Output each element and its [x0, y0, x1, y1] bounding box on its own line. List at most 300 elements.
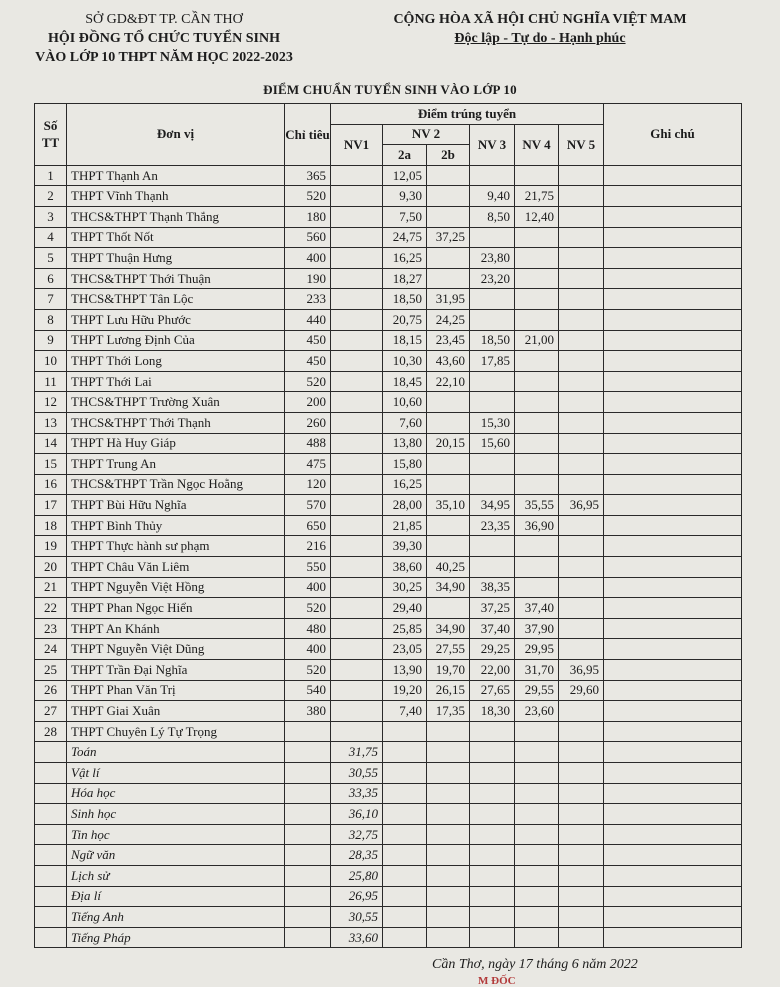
subject-empty-cell [515, 865, 559, 886]
row-unit: THPT Nguyễn Việt Dũng [67, 639, 285, 660]
table-row [35, 557, 742, 578]
row-nv1 [331, 330, 383, 351]
subject-empty-cell [383, 845, 427, 866]
subject-empty-cell [559, 763, 604, 784]
school-rows [35, 165, 742, 742]
row-note [604, 433, 742, 454]
row-nv3: 37,25 [470, 598, 515, 619]
row-stt: 17 [35, 495, 67, 516]
subject-quota [285, 742, 331, 763]
row-nv2b [427, 598, 470, 619]
table-row [35, 227, 742, 248]
row-unit: THPT Trung An [67, 454, 285, 475]
row-nv2a: 18,45 [383, 371, 427, 392]
subject-nv1: 30,55 [331, 907, 383, 928]
subject-row [35, 804, 742, 825]
row-quota: 365 [285, 165, 331, 186]
row-nv5 [559, 309, 604, 330]
subject-row [35, 845, 742, 866]
table-row [35, 309, 742, 330]
row-nv3: 23,35 [470, 515, 515, 536]
row-unit: THCS&THPT Trần Ngọc Hoằng [67, 474, 285, 495]
table-row [35, 206, 742, 227]
row-nv4 [515, 454, 559, 475]
row-stt: 12 [35, 392, 67, 413]
row-nv2b: 31,95 [427, 289, 470, 310]
subject-empty-cell [427, 845, 470, 866]
row-nv1 [331, 289, 383, 310]
row-nv3 [470, 474, 515, 495]
subject-empty-cell [604, 804, 742, 825]
row-quota: 475 [285, 454, 331, 475]
subject-row [35, 865, 742, 886]
row-nv3: 15,30 [470, 412, 515, 433]
row-nv2a: 7,50 [383, 206, 427, 227]
row-unit: THPT Hà Huy Giáp [67, 433, 285, 454]
row-quota: 480 [285, 618, 331, 639]
row-note [604, 371, 742, 392]
subject-name: Tiếng Anh [67, 907, 285, 928]
subject-name: Ngữ văn [67, 845, 285, 866]
row-note [604, 309, 742, 330]
row-quota: 200 [285, 392, 331, 413]
subject-empty-cell [470, 742, 515, 763]
row-quota: 650 [285, 515, 331, 536]
row-unit: THPT Phan Văn Trị [67, 680, 285, 701]
row-nv5 [559, 351, 604, 372]
row-unit: THPT Bùi Hữu Nghĩa [67, 495, 285, 516]
row-note [604, 330, 742, 351]
subject-stt-empty [35, 804, 67, 825]
subject-empty-cell [604, 742, 742, 763]
table-row [35, 639, 742, 660]
row-note [604, 536, 742, 557]
row-nv3: 23,80 [470, 248, 515, 269]
subject-empty-cell [427, 865, 470, 886]
subject-quota [285, 907, 331, 928]
row-unit: THPT Thới Lai [67, 371, 285, 392]
row-nv2a: 15,80 [383, 454, 427, 475]
table-row [35, 268, 742, 289]
row-nv3 [470, 721, 515, 742]
row-nv1 [331, 227, 383, 248]
row-stt: 21 [35, 577, 67, 598]
table-row [35, 474, 742, 495]
row-nv2b: 35,10 [427, 495, 470, 516]
signature-stamp-partial: M ĐỐC [478, 975, 516, 987]
subject-empty-cell [383, 865, 427, 886]
row-nv4 [515, 557, 559, 578]
row-unit: THCS&THPT Thới Thạnh [67, 412, 285, 433]
row-stt: 9 [35, 330, 67, 351]
row-stt: 2 [35, 186, 67, 207]
row-nv4 [515, 351, 559, 372]
subject-empty-cell [515, 824, 559, 845]
col-header-nv4: NV 4 [515, 124, 559, 165]
row-nv4 [515, 721, 559, 742]
subject-quota [285, 886, 331, 907]
subject-nv1: 30,55 [331, 763, 383, 784]
row-nv2b [427, 412, 470, 433]
row-stt: 15 [35, 454, 67, 475]
row-stt: 8 [35, 309, 67, 330]
row-nv3: 34,95 [470, 495, 515, 516]
col-header-scores: Điểm trúng tuyển [331, 104, 604, 125]
table-row [35, 412, 742, 433]
document-title: ĐIỂM CHUẨN TUYỂN SINH VÀO LỚP 10 [263, 82, 517, 97]
row-stt: 5 [35, 248, 67, 269]
row-quota [285, 721, 331, 742]
subject-empty-cell [604, 763, 742, 784]
row-nv2a: 9,30 [383, 186, 427, 207]
row-nv1 [331, 639, 383, 660]
subject-empty-cell [604, 865, 742, 886]
subject-empty-cell [383, 907, 427, 928]
row-quota: 520 [285, 371, 331, 392]
table-row [35, 330, 742, 351]
row-stt: 18 [35, 515, 67, 536]
row-nv2a: 28,00 [383, 495, 427, 516]
row-quota: 400 [285, 577, 331, 598]
table-row [35, 701, 742, 722]
subject-nv1: 26,95 [331, 886, 383, 907]
row-quota: 570 [285, 495, 331, 516]
row-nv2b: 22,10 [427, 371, 470, 392]
row-note [604, 454, 742, 475]
row-nv1 [331, 186, 383, 207]
table-row [35, 186, 742, 207]
subject-empty-cell [470, 927, 515, 948]
row-stt: 27 [35, 701, 67, 722]
row-nv2b: 20,15 [427, 433, 470, 454]
row-note [604, 557, 742, 578]
row-note [604, 660, 742, 681]
row-unit: THPT Thốt Nốt [67, 227, 285, 248]
row-nv2b [427, 536, 470, 557]
row-quota: 520 [285, 598, 331, 619]
subject-empty-cell [470, 907, 515, 928]
row-stt: 13 [35, 412, 67, 433]
row-nv1 [331, 412, 383, 433]
row-nv2a: 13,90 [383, 660, 427, 681]
table-row [35, 289, 742, 310]
row-stt: 11 [35, 371, 67, 392]
subject-row [35, 763, 742, 784]
national-header [360, 10, 720, 48]
subject-empty-cell [515, 742, 559, 763]
row-nv1 [331, 309, 383, 330]
table-row [35, 454, 742, 475]
row-nv3: 29,25 [470, 639, 515, 660]
table-row [35, 433, 742, 454]
subject-empty-cell [470, 804, 515, 825]
subject-empty-cell [427, 742, 470, 763]
row-unit: THPT Thạnh An [67, 165, 285, 186]
table-row [35, 721, 742, 742]
subject-row [35, 907, 742, 928]
subject-empty-cell [515, 927, 559, 948]
row-nv2b: 17,35 [427, 701, 470, 722]
col-header-unit: Đơn vị [67, 104, 285, 166]
row-note [604, 495, 742, 516]
col-header-nv3: NV 3 [470, 124, 515, 165]
subject-empty-cell [470, 763, 515, 784]
row-note [604, 639, 742, 660]
issuer-school-year: VÀO LỚP 10 THPT NĂM HỌC 2022-2023 [35, 50, 293, 65]
row-nv2a: 10,60 [383, 392, 427, 413]
row-stt: 3 [35, 206, 67, 227]
row-quota: 216 [285, 536, 331, 557]
subject-quota [285, 824, 331, 845]
row-nv1 [331, 536, 383, 557]
row-nv2a: 18,27 [383, 268, 427, 289]
col-header-quota: Chỉ tiêu [285, 104, 331, 166]
subject-empty-cell [470, 865, 515, 886]
row-nv1 [331, 515, 383, 536]
row-nv4: 29,95 [515, 639, 559, 660]
row-nv2b: 40,25 [427, 557, 470, 578]
row-nv4: 35,55 [515, 495, 559, 516]
issuer-council: HỘI ĐỒNG TỔ CHỨC TUYỂN SINH [48, 31, 280, 46]
subject-empty-cell [604, 907, 742, 928]
row-nv2b [427, 454, 470, 475]
row-nv1 [331, 474, 383, 495]
row-note [604, 392, 742, 413]
subject-empty-cell [470, 824, 515, 845]
row-nv5 [559, 330, 604, 351]
subject-empty-cell [604, 886, 742, 907]
row-nv1 [331, 433, 383, 454]
row-nv4 [515, 433, 559, 454]
row-nv2a: 10,30 [383, 351, 427, 372]
subject-nv1: 25,80 [331, 865, 383, 886]
row-unit: THPT Châu Văn Liêm [67, 557, 285, 578]
subject-quota [285, 865, 331, 886]
table-row [35, 598, 742, 619]
row-unit: THPT Lương Định Của [67, 330, 285, 351]
row-nv4 [515, 577, 559, 598]
table-row [35, 577, 742, 598]
row-nv2b [427, 721, 470, 742]
row-nv1 [331, 701, 383, 722]
row-stt: 6 [35, 268, 67, 289]
row-nv3: 27,65 [470, 680, 515, 701]
row-note [604, 227, 742, 248]
specialized-subject-rows [35, 742, 742, 948]
subject-stt-empty [35, 845, 67, 866]
row-nv5: 36,95 [559, 660, 604, 681]
subject-name: Tin học [67, 824, 285, 845]
subject-empty-cell [559, 783, 604, 804]
subject-name: Hóa học [67, 783, 285, 804]
table-row [35, 618, 742, 639]
row-nv3: 9,40 [470, 186, 515, 207]
subject-empty-cell [559, 742, 604, 763]
row-nv2b: 24,25 [427, 309, 470, 330]
row-nv2a: 13,80 [383, 433, 427, 454]
subject-empty-cell [515, 783, 559, 804]
row-quota: 520 [285, 186, 331, 207]
row-quota: 488 [285, 433, 331, 454]
subject-empty-cell [604, 845, 742, 866]
row-nv2a: 25,85 [383, 618, 427, 639]
row-nv3 [470, 392, 515, 413]
subject-quota [285, 804, 331, 825]
row-nv2a: 7,40 [383, 701, 427, 722]
row-nv5 [559, 721, 604, 742]
subject-stt-empty [35, 824, 67, 845]
row-nv2b: 43,60 [427, 351, 470, 372]
row-nv2a: 23,05 [383, 639, 427, 660]
row-stt: 14 [35, 433, 67, 454]
col-header-nv5: NV 5 [559, 124, 604, 165]
row-unit: THPT Thuận Hưng [67, 248, 285, 269]
row-stt: 1 [35, 165, 67, 186]
row-quota: 190 [285, 268, 331, 289]
row-nv2a: 21,85 [383, 515, 427, 536]
row-nv3 [470, 371, 515, 392]
row-nv5 [559, 618, 604, 639]
row-stt: 10 [35, 351, 67, 372]
row-unit: THPT An Khánh [67, 618, 285, 639]
row-nv5 [559, 392, 604, 413]
row-nv5 [559, 268, 604, 289]
row-nv2a [383, 721, 427, 742]
row-note [604, 289, 742, 310]
row-nv2b [427, 268, 470, 289]
subject-empty-cell [383, 804, 427, 825]
row-nv2b: 26,15 [427, 680, 470, 701]
row-nv5 [559, 454, 604, 475]
subject-empty-cell [515, 763, 559, 784]
row-nv1 [331, 618, 383, 639]
subject-empty-cell [427, 824, 470, 845]
row-nv1 [331, 206, 383, 227]
row-nv5 [559, 206, 604, 227]
row-nv3: 18,50 [470, 330, 515, 351]
subject-empty-cell [383, 824, 427, 845]
subject-row [35, 886, 742, 907]
row-nv2a: 24,75 [383, 227, 427, 248]
row-nv3: 15,60 [470, 433, 515, 454]
row-nv3 [470, 557, 515, 578]
row-nv4: 23,60 [515, 701, 559, 722]
subject-row [35, 742, 742, 763]
row-nv5 [559, 433, 604, 454]
row-note [604, 268, 742, 289]
subject-empty-cell [515, 886, 559, 907]
table-row [35, 495, 742, 516]
subject-empty-cell [427, 763, 470, 784]
row-note [604, 618, 742, 639]
row-nv4 [515, 165, 559, 186]
row-unit: THPT Bình Thủy [67, 515, 285, 536]
row-nv2b [427, 515, 470, 536]
row-nv2b [427, 186, 470, 207]
subject-empty-cell [604, 783, 742, 804]
subject-nv1: 32,75 [331, 824, 383, 845]
row-nv1 [331, 371, 383, 392]
row-note [604, 701, 742, 722]
subject-empty-cell [559, 845, 604, 866]
subject-empty-cell [559, 927, 604, 948]
row-nv2a: 7,60 [383, 412, 427, 433]
row-nv1 [331, 392, 383, 413]
row-nv5 [559, 515, 604, 536]
row-nv1 [331, 721, 383, 742]
subject-empty-cell [559, 824, 604, 845]
row-nv1 [331, 248, 383, 269]
row-stt: 16 [35, 474, 67, 495]
row-note [604, 412, 742, 433]
subject-empty-cell [383, 742, 427, 763]
row-note [604, 351, 742, 372]
row-note [604, 206, 742, 227]
row-nv1 [331, 165, 383, 186]
row-quota: 120 [285, 474, 331, 495]
row-nv5: 29,60 [559, 680, 604, 701]
row-nv4 [515, 289, 559, 310]
row-nv5 [559, 577, 604, 598]
row-nv2a: 16,25 [383, 248, 427, 269]
row-nv1 [331, 680, 383, 701]
row-nv2a: 12,05 [383, 165, 427, 186]
row-nv4: 37,40 [515, 598, 559, 619]
subject-nv1: 28,35 [331, 845, 383, 866]
row-quota: 380 [285, 701, 331, 722]
row-nv2b [427, 248, 470, 269]
row-stt: 19 [35, 536, 67, 557]
subject-empty-cell [515, 804, 559, 825]
row-nv5 [559, 412, 604, 433]
row-stt: 28 [35, 721, 67, 742]
subject-empty-cell [559, 907, 604, 928]
table-row [35, 165, 742, 186]
subject-quota [285, 783, 331, 804]
subject-stt-empty [35, 907, 67, 928]
row-nv1 [331, 495, 383, 516]
row-nv5 [559, 474, 604, 495]
row-unit: THPT Trần Đại Nghĩa [67, 660, 285, 681]
table-row [35, 680, 742, 701]
subject-name: Lịch sử [67, 865, 285, 886]
row-unit: THCS&THPT Thạnh Thắng [67, 206, 285, 227]
col-header-nv2a: 2a [383, 145, 427, 166]
row-nv1 [331, 454, 383, 475]
table-row [35, 248, 742, 269]
row-nv4 [515, 474, 559, 495]
row-unit: THPT Phan Ngọc Hiển [67, 598, 285, 619]
subject-empty-cell [604, 824, 742, 845]
row-unit: THCS&THPT Thới Thuận [67, 268, 285, 289]
row-nv2a: 19,20 [383, 680, 427, 701]
row-unit: THPT Thới Long [67, 351, 285, 372]
subject-name: Địa lí [67, 886, 285, 907]
row-nv2a: 16,25 [383, 474, 427, 495]
row-nv5 [559, 165, 604, 186]
row-nv5 [559, 701, 604, 722]
row-nv2a: 30,25 [383, 577, 427, 598]
col-header-note: Ghi chú [604, 104, 742, 166]
row-unit: THPT Chuyên Lý Tự Trọng [67, 721, 285, 742]
row-quota: 400 [285, 248, 331, 269]
row-quota: 400 [285, 639, 331, 660]
subject-nv1: 33,35 [331, 783, 383, 804]
row-nv2a: 29,40 [383, 598, 427, 619]
row-nv4: 21,75 [515, 186, 559, 207]
subject-stt-empty [35, 763, 67, 784]
row-stt: 4 [35, 227, 67, 248]
